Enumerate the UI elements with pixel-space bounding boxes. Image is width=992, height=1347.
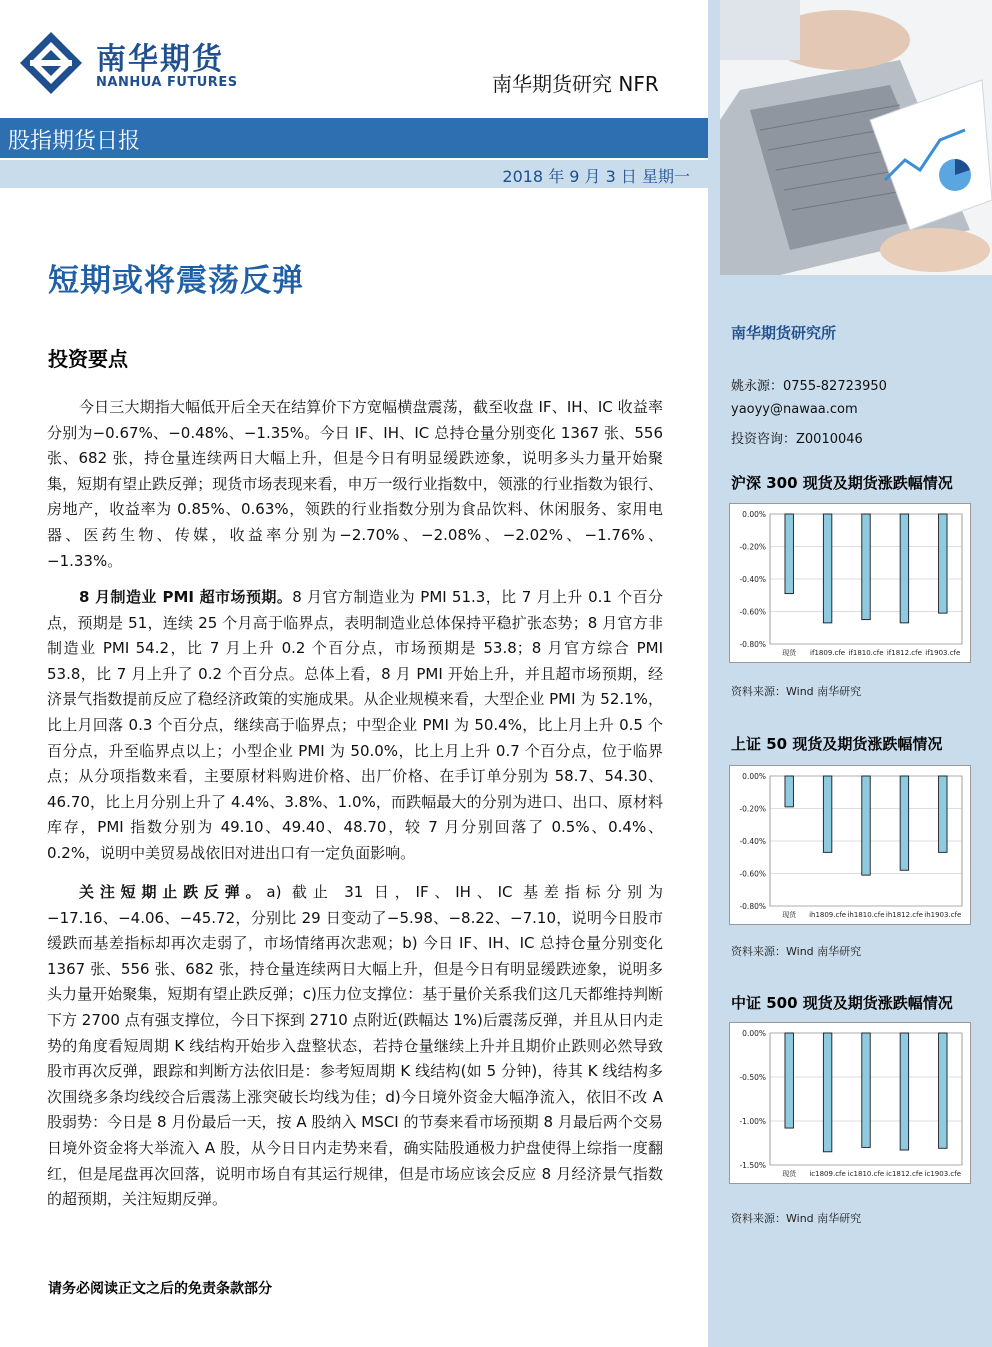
disclaimer-note: 请务必阅读正文之后的免责条款部分 (48, 1281, 272, 1297)
y-tick-label: -1.00% (739, 1117, 766, 1126)
chart-title-csi300: 沪深 300 现货及期货涨跌幅情况 (731, 474, 953, 492)
bar-ic1810.cfe (862, 1033, 870, 1147)
chart-title-sse50: 上证 50 现货及期货涨跌幅情况 (731, 735, 943, 753)
bar-ic1903.cfe (939, 1033, 947, 1148)
company-logo-text: 南华期货 (96, 42, 224, 77)
x-tick-label: 现货 (782, 911, 797, 919)
y-tick-label: -0.20% (739, 542, 766, 552)
research-institute: 南华期货研究所 (731, 324, 837, 342)
x-tick-label: ih1809.cfe (809, 911, 847, 919)
x-tick-label: 现货 (782, 1170, 797, 1178)
y-tick-label: -0.50% (739, 1073, 766, 1082)
x-tick-label: 现货 (782, 649, 797, 657)
chart-source-csi300: 资料来源：Wind 南华研究 (731, 685, 862, 698)
company-logo-mark (18, 30, 84, 96)
x-tick-label: if1812.cfe (886, 649, 922, 657)
x-tick-label: ih1903.cfe (924, 911, 962, 919)
headline: 短期或将震荡反弹 (48, 263, 304, 299)
research-tag: 南华期货研究 NFR (492, 72, 659, 96)
x-tick-label: ic1903.cfe (924, 1170, 962, 1178)
y-tick-label: -1.50% (739, 1161, 766, 1170)
chart-svg-sse50 (730, 766, 970, 924)
chart-title-csi500: 中证 500 现货及期货涨跌幅情况 (731, 994, 953, 1012)
bar-ih1903.cfe (939, 776, 947, 852)
bar-现货 (785, 1033, 793, 1128)
chart-csi300 (729, 503, 971, 663)
bar-ih1812.cfe (900, 776, 908, 870)
x-tick-label: ih1810.cfe (847, 911, 885, 919)
paragraph-lead: 关注短期止跌反弹。 (79, 883, 267, 901)
chart-svg-csi300 (730, 504, 970, 662)
section-title: 投资要点 (48, 347, 128, 371)
y-tick-label: -0.80% (739, 640, 766, 649)
x-tick-label: ic1812.cfe (886, 1170, 923, 1178)
paragraph-1 (47, 395, 663, 574)
x-tick-label: if1810.cfe (848, 649, 884, 657)
chart-source-sse50: 资料来源：Wind 南华研究 (731, 945, 862, 958)
report-date: 2018 年 9 月 3 日 星期一 (502, 167, 690, 186)
x-tick-label: ih1812.cfe (885, 911, 923, 919)
bar-ih1810.cfe (862, 776, 870, 875)
license-number: 投资咨询：Z0010046 (731, 432, 863, 447)
bar-现货 (785, 776, 793, 807)
y-tick-label: -0.40% (739, 837, 766, 846)
company-logo-english: NANHUA FUTURES (96, 75, 238, 90)
paragraph-text: 今日三大期指大幅低开后全天在结算价下方宽幅横盘震荡，截至收盘 IF、IH、IC 收益率分别为−0.67%、−0.48%、−1.35%。今日 IF、IH、IC 总持仓量分别变化 1367 张、556 张、682 张，持仓量连续两日大幅上升，但是今日有明显缓跌迹象，说明多头力量开始聚集，短期有望止跌反弹；现货市场表现来看，申万一级行业指数中，领涨的行业指数为银行、房地产，收益率为 0.85%、0.63%，领跌的行业指数分别为食品饮料、休闲服务、家用电器、医药生物、传媒，收益率分别为−2.70%、−2.08%、−2.02%、−1.76%、−1.33%。 (47, 398, 663, 570)
y-tick-label: -0.80% (739, 902, 766, 911)
bar-ic1809.cfe (823, 1033, 831, 1152)
y-tick-label: 0.00% (742, 510, 766, 519)
paragraph-3 (47, 880, 663, 1213)
bar-现货 (785, 514, 793, 594)
x-tick-label: ic1809.cfe (809, 1170, 846, 1178)
paragraph-2 (47, 585, 663, 867)
report-type-title: 股指期货日报 (8, 129, 141, 154)
bar-if1810.cfe (862, 514, 870, 620)
chart-svg-csi500 (730, 1023, 970, 1183)
bar-ic1812.cfe (900, 1033, 908, 1150)
y-tick-label: -0.20% (739, 804, 766, 814)
y-tick-label: -0.40% (739, 575, 766, 584)
bar-ih1809.cfe (823, 776, 831, 852)
bar-if1812.cfe (900, 514, 908, 623)
bar-if1809.cfe (823, 514, 831, 623)
paragraph-lead: 8 月制造业 PMI 超市场预期。 (79, 588, 293, 606)
laptop-photo-image (720, 0, 992, 275)
analyst-email: yaoyy@nawaa.com (731, 402, 858, 417)
y-tick-label: 0.00% (742, 1029, 766, 1038)
bar-if1903.cfe (939, 514, 947, 613)
analyst-contact: 姚永源：0755-82723950 (731, 379, 887, 394)
chart-sse50 (729, 765, 971, 925)
x-tick-label: ic1810.cfe (847, 1170, 885, 1178)
paragraph-text: a) 截止 31 日，IF、IH、IC 基差指标分别为−17.16、−4.06、−45.72，分别比 29 日变动了−5.98、−8.22、−7.10，说明今日股市缓跌而基差指标却再次走弱了，市场情绪再次悲观；b) 今日 IF、IH、IC 总持仓量分别变化 1367 张、556 张、682 张，持仓量连续两日大幅上升，但是今日有明显缓跌迹象，说明多头力量开始聚集，短期有望止跌反弹；c)压力位支撑位：基于量价关系我们这几天都维持判断下方 2700 点有强支撑位，今日下探到 2710 点附近(跌幅达 1%)后震荡反弹，并且从日内走势的角度看短周期 K 线结构开始步入盘整状态，若持仓量继续上升并且期价止跌则必然导致股市再次反弹，跟踪和判断方法依旧是：参考短周期 K 线结构(如 5 分钟)，待其 K 线结构多次围绕多条均线绞合后震荡上涨突破长均线为佳；d)今日境外资金大幅净流入，依旧不改 A 股弱势：今日是 8 月份最后一天，按 A 股纳入 MSCI 的节奏来看市场预期 8 月最后两个交易日境外资金将大举流入 A 股，从今日日内走势来看，确实陆股通极力护盘使得上综指一度翻红，但是尾盘再次回落，说明市场自有其运行规律，但是市场应该会反应 8 月经济景气指数的超预期，关注短期反弹。 (47, 883, 663, 1209)
x-tick-label: if1903.cfe (925, 649, 961, 657)
chart-source-csi500: 资料来源：Wind 南华研究 (731, 1212, 862, 1225)
chart-csi500 (729, 1022, 971, 1184)
y-tick-label: -0.60% (739, 869, 766, 879)
paragraph-text: 8 月官方制造业为 PMI 51.3，比 7 月上升 0.1 个百分点，预期是 51，连续 25 个月高于临界点，表明制造业总体保持平稳扩张态势；8 月官方非制造业 PMI 54.2，比 7 月上升 0.2 个百分点，市场预期是 53.8；8 月官方综合 PMI 53.8，比 7 月上升了 0.2 个百分点。总体上看，8 月 PMI 开始上升，并且超市场预期，经济景气指数提前反应了稳经济政策的实施成果。从企业规模来看，大型企业 PMI 为 52.1%，比上月回落 0.3 个百分点，继续高于临界点；中型企业 PMI 为 50.4%，比上月上升 0.5 个百分点，升至临界点以上；小型企业 PMI 为 50.0%，比上月上升 0.7 个百分点，位于临界点；从分项指数来看，主要原材料购进价格、出厂价格、在手订单分别为 58.7、54.30、46.70，比上月分别上升了 4.4%、3.8%、1.0%，而跌幅最大的分别为进口、出口、原材料库存，PMI 指数分别为 49.10、49.40、48.70，较 7 月分别回落了 0.5%、0.4%、0.2%，说明中美贸易战依旧对进出口有一定负面影响。 (47, 588, 663, 862)
y-tick-label: -0.60% (739, 607, 766, 617)
x-tick-label: if1809.cfe (810, 649, 846, 657)
y-tick-label: 0.00% (742, 772, 766, 781)
